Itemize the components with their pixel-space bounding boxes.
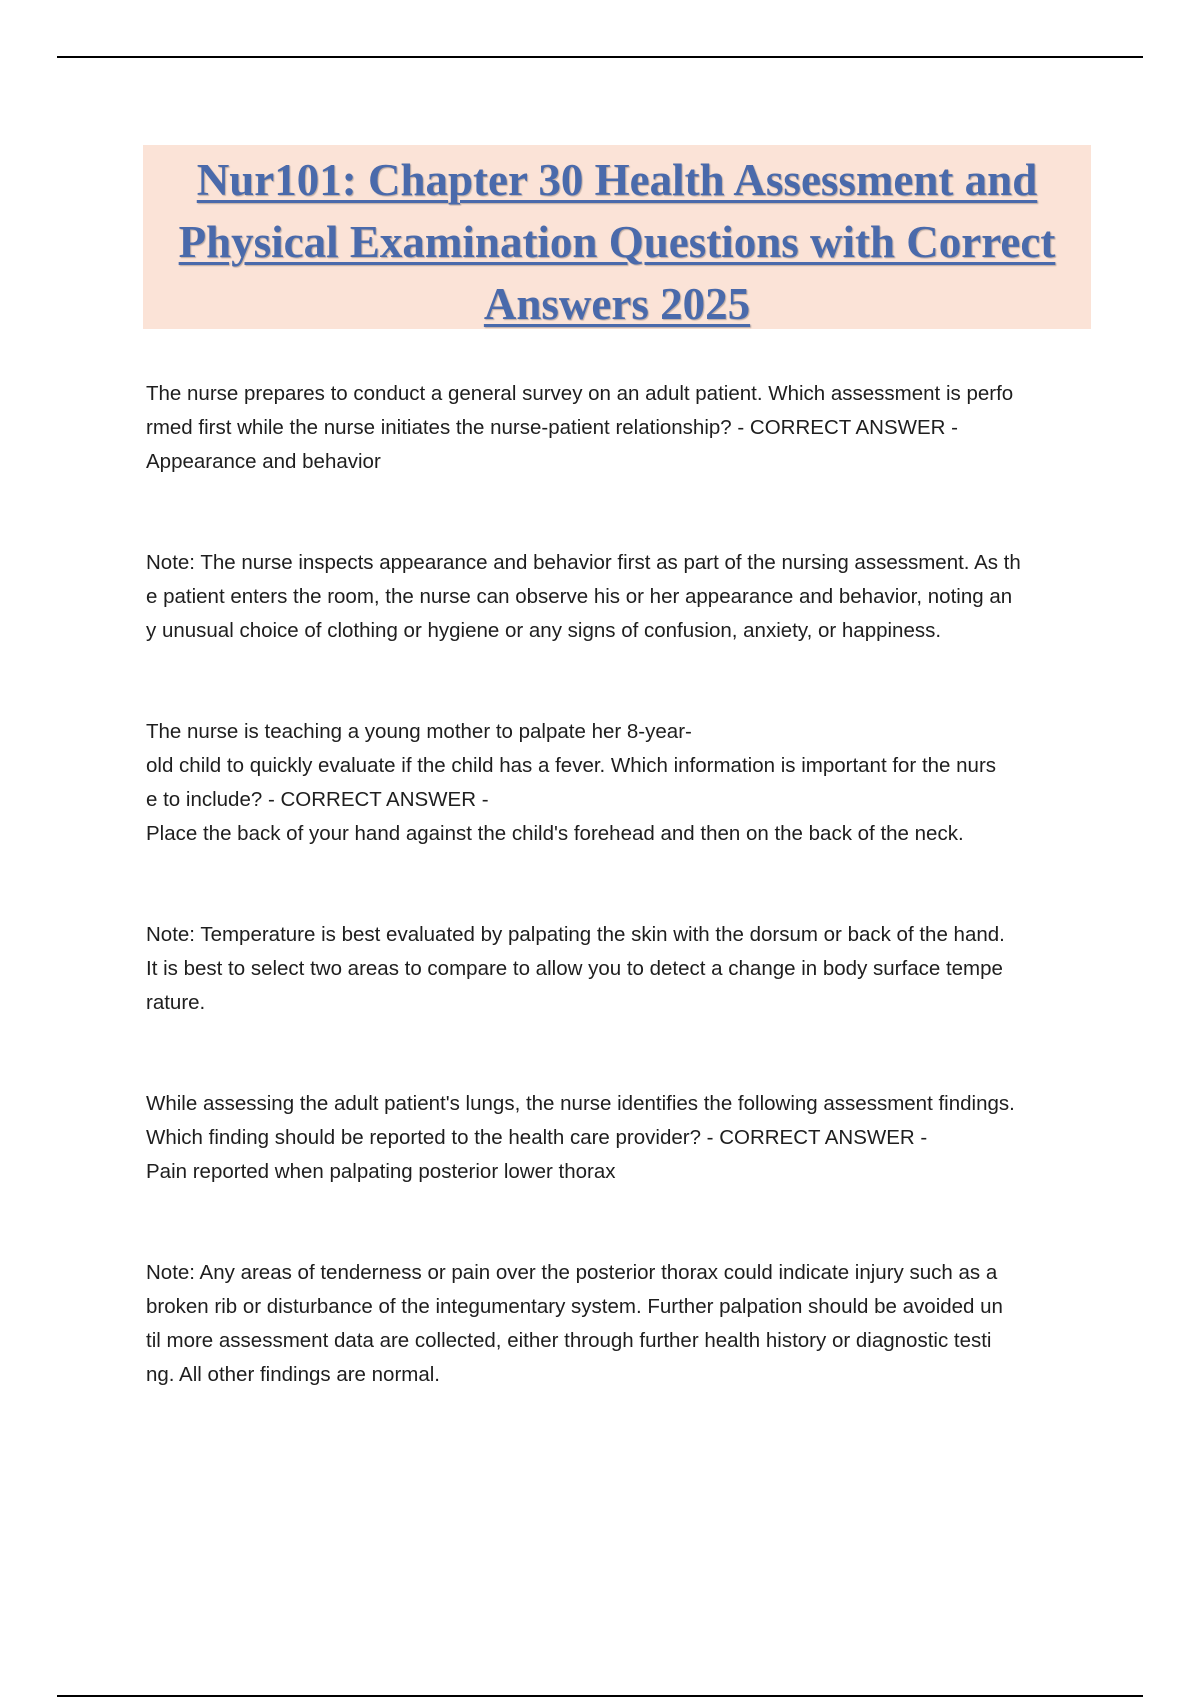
note-paragraph: Note: Any areas of tenderness or pain over the posterior thorax could indicate injury such as a broken rib or disturbance of the integumentary system. Further palpation should be avoided un til more assessment data are collected, either through further health history or diagnostic testi ng. All other findings are normal.	[146, 1261, 1003, 1386]
note-paragraph: Note: The nurse inspects appearance and behavior first as part of the nursing assessment. As th e patient enters the room, the nurse can observe his or her appearance and behavior, noting an y unusual choice of clothing or hygiene or any signs of confusion, anxiety, or happiness.	[146, 551, 1021, 642]
question-paragraph: While assessing the adult patient's lungs, the nurse identifies the following assessment findings. Which finding should be reported to the health care provider? - CORRECT ANSWER - Pain reported when palpating posterior lower thorax	[146, 1092, 1015, 1183]
footer-rule	[57, 1695, 1143, 1697]
document-title-line: Nur101: Chapter 30 Health Assessment and	[196, 155, 1038, 205]
header-rule	[57, 56, 1143, 58]
document-title-line: Answers 2025	[483, 279, 751, 329]
document-title-banner	[143, 145, 1091, 329]
document-body	[146, 377, 1096, 1459]
question-paragraph: The nurse prepares to conduct a general survey on an adult patient. Which assessment is perfo rmed first while the nurse initiates the nurse-patient relationship? - CORRECT ANSWER - Appearance and behavior	[146, 382, 1014, 473]
note-paragraph: Note: Temperature is best evaluated by palpating the skin with the dorsum or back of the hand. It is best to select two areas to compare to allow you to detect a change in body surface tempe rature.	[146, 923, 1005, 1014]
document-title-line: Physical Examination Questions with Correct	[178, 217, 1056, 267]
question-paragraph: The nurse is teaching a young mother to palpate her 8-year- old child to quickly evaluate if the child has a fever. Which information is important for the nurs e to include? - CORRECT ANSWER - Place the back of your hand against the child's forehead and then on the back of the neck.	[146, 720, 997, 845]
